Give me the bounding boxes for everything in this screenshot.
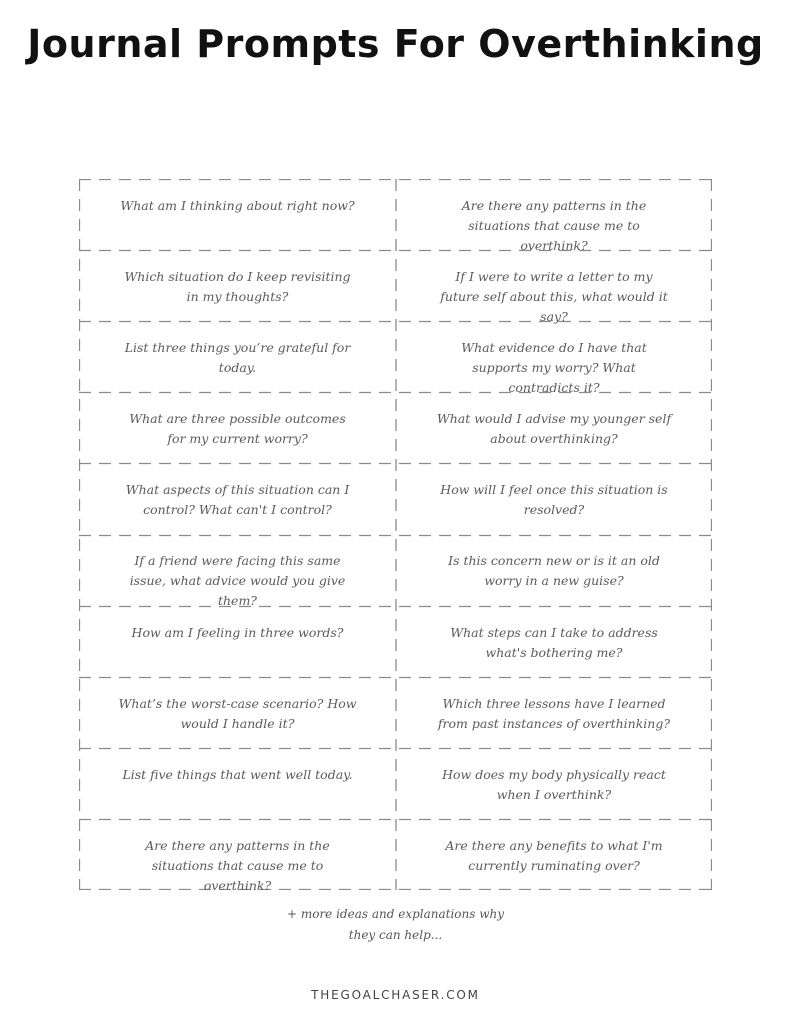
prompt-cell [79, 179, 396, 250]
prompt-cell [79, 534, 396, 609]
prompt-text: What’s the worst-case scenario? How would I handle it? [118, 695, 357, 731]
prompt-cell [79, 819, 396, 893]
prompt-cell [79, 250, 396, 321]
prompt-cells [79, 179, 712, 893]
prompt-grid [79, 179, 712, 893]
more-ideas-text: + more ideas and explanations why they can help... [286, 907, 505, 942]
prompt-text: How does my body physically react when I overthink? [442, 766, 666, 802]
prompt-text: Are there any benefits to what I'm currently ruminating over? [445, 837, 663, 873]
prompt-text: What steps can I take to address what's bothering me? [450, 624, 658, 660]
prompt-text: Are there any patterns in the situations that cause me to overthink? [145, 837, 330, 893]
prompt-cell [396, 463, 712, 534]
prompt-text: What am I thinking about right now? [120, 198, 355, 213]
prompt-text: If I were to write a letter to my future self about this, what would it say? [440, 269, 668, 325]
prompt-cell [396, 606, 712, 677]
prompt-cell [79, 392, 396, 463]
prompt-cell [396, 748, 712, 819]
prompt-cell [396, 250, 712, 325]
prompt-cell [79, 463, 396, 534]
prompt-text: If a friend were facing this same issue, what advice would you give them? [129, 553, 346, 609]
prompt-cell [79, 321, 396, 392]
prompt-text: Are there any patterns in the situations that cause me to overthink? [461, 198, 647, 253]
prompt-cell [396, 819, 712, 890]
prompt-cell [396, 392, 712, 463]
prompt-cell [396, 179, 712, 253]
prompt-text: Is this concern new or is it an old worry in a new guise? [448, 553, 660, 589]
prompt-cell [396, 321, 712, 396]
prompt-text: Which situation do I keep revisiting in my thoughts? [124, 269, 351, 305]
prompt-text: What would I advise my younger self about overthinking? [436, 411, 672, 447]
page-title: Journal Prompts For Overthinking [27, 22, 764, 66]
prompt-cell [79, 748, 396, 819]
prompt-text: How will I feel once this situation is resolved? [440, 482, 668, 518]
more-ideas-note [0, 904, 791, 946]
prompt-cell [79, 677, 396, 748]
prompt-text: What are three possible outcomes for my current worry? [129, 411, 346, 447]
prompt-text: What evidence do I have that supports my worry? What contradicts it? [461, 340, 647, 396]
website-url: THEGOALCHASER.COM [311, 988, 480, 1002]
prompt-text: List five things that went well today. [122, 766, 353, 782]
prompt-cell [396, 677, 712, 748]
prompt-cell [396, 534, 712, 605]
prompt-cell [79, 606, 396, 677]
prompt-text: Which three lessons have I learned from past instances of overthinking? [437, 695, 671, 731]
prompt-text: List three things you’re grateful for today. [124, 340, 351, 376]
prompt-text: How am I feeling in three words? [131, 624, 344, 640]
prompt-text: What aspects of this situation can I control? What can't I control? [125, 482, 350, 518]
